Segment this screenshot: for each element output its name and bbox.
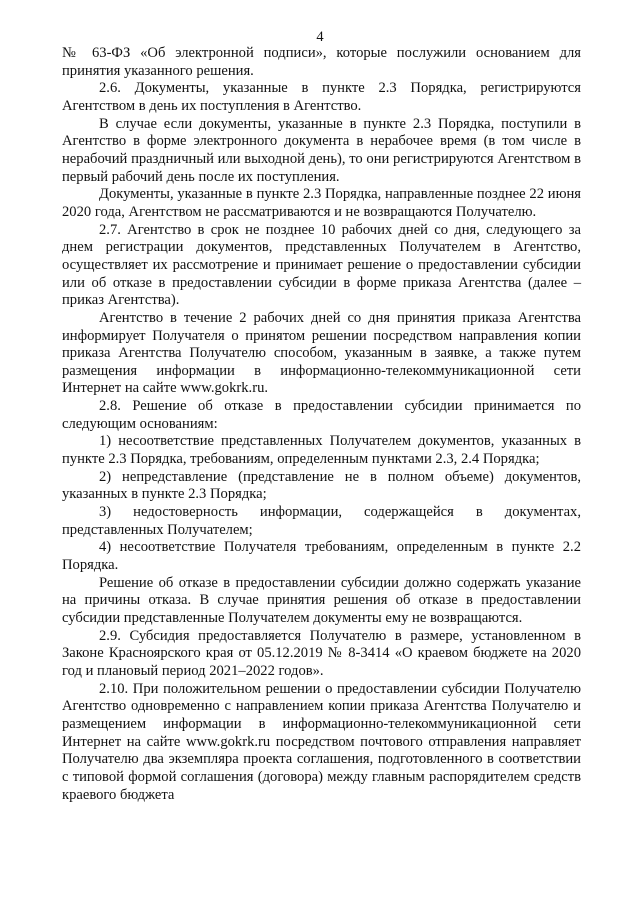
paragraph-2-7: 2.7. Агентство в срок не позднее 10 рабочих дней со дня, следующего за днем регистрации документов, представленных Получателем в Агентство, осуществляет их рассмотрение и принимает решение о предоставлении субсидии или об отказе в предоставлении субсидии в форме приказа Агентства (далее – приказ Агентства). [62,221,581,309]
document-body [62,45,581,804]
paragraph-2-10: 2.10. При положительном решении о предоставлении субсидии Получателю Агентство одновременно с направлением копии приказа Агентства Получателю и размещением информации в информационно-телекоммуникационной сети Интернет на сайте www.gokrk.ru посредством почтового отправления направляет Получателю два экземпляра проекта соглашения, подготовленного в соответствии с типовой формой соглашения (договора) между главным распорядителем средств краевого бюджета [62,680,581,803]
paragraph-continuation: № 63-ФЗ «Об электронной подписи», которые послужили основанием для принятия указанного решения. [62,45,581,79]
list-item-3: 3) недостоверность информации, содержащейся в документах, представленных Получателем; [62,504,581,538]
page-number: 4 [316,29,324,45]
paragraph-late-docs: Документы, указанные в пункте 2.3 Порядка, направленные позднее 22 июня 2020 года, Агентством не рассматриваются и не возвращаются Получателю. [62,186,581,220]
list-item-1: 1) несоответствие представленных Получателем документов, указанных в пункте 2.3 Порядка, требованиям, определенным пунктами 2.3, 2.4 Порядка; [62,433,581,468]
list-item-4: 4) несоответствие Получателя требованиям, определенным в пункте 2.2 Порядка. [62,539,581,574]
paragraph-2-8: 2.8. Решение об отказе в предоставлении субсидии принимается по следующим основаниям: [62,398,581,432]
paragraph-refusal: Решение об отказе в предоставлении субсидии должно содержать указание на причины отказа. В случае принятия решения об отказе в предоставлении субсидии представленные Получателем документы ему не возвращаются. [62,574,581,626]
paragraph-electronic-docs: В случае если документы, указанные в пункте 2.3 Порядка, поступили в Агентство в форме электронного документа в нерабочее время (в том числе в нерабочий праздничный или выходной день), то они регистрируются Агентством в первый рабочий день после их поступления. [62,115,581,185]
list-item-2: 2) непредставление (представление не в полном объеме) документов, указанных в пункте 2.3 Порядка; [62,468,581,503]
paragraph-2-6: 2.6. Документы, указанные в пункте 2.3 Порядка, регистрируются Агентством в день их поступления в Агентство. [62,80,581,114]
paragraph-2-9: 2.9. Субсидия предоставляется Получателю в размере, установленном в Законе Красноярского края от 05.12.2019 № 8-3414 «О краевом бюджете на 2020 год и плановый период 2021–2022 годов». [62,627,581,679]
paragraph-notification: Агентство в течение 2 рабочих дней со дня принятия приказа Агентства информирует Получателя о принятом решении посредством направления копии приказа Агентства Получателю способом, указанным в заявке, а также путем размещения информации в информационно-телекоммуникационной сети Интернет на сайте www.gokrk.ru. [62,309,581,397]
